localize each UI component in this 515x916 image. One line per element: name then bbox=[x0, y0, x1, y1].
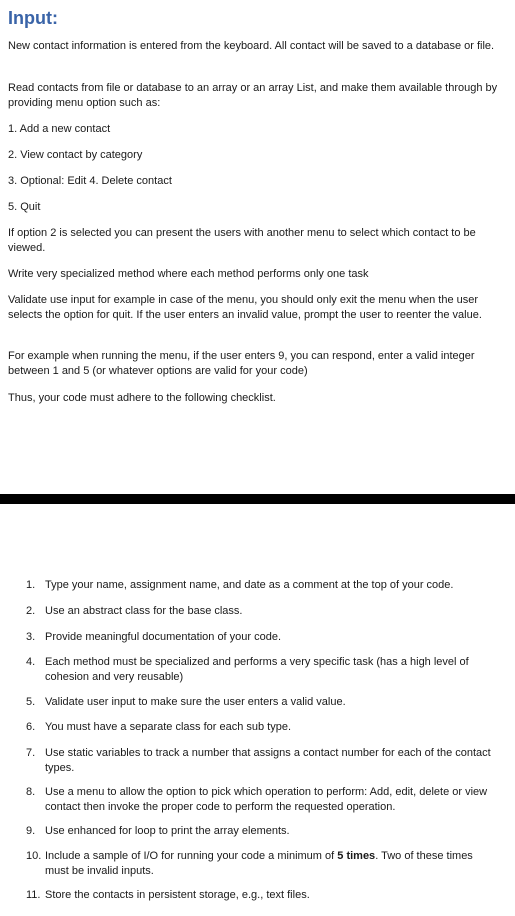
section-divider bbox=[0, 494, 515, 504]
example-paragraph: For example when running the menu, if the user enters 9, you can respond, enter a valid integer between 1 and 5 (or whatever options are valid for your code) bbox=[8, 350, 475, 377]
checklist-item: 2. Use an abstract class for the base class. bbox=[26, 605, 243, 617]
checklist-item: 4. Each method must be specialized and performs a very specific task (has a high level of cohesion and very reusable) bbox=[26, 656, 469, 683]
checklist-bold-text: 5 times bbox=[337, 850, 376, 862]
intro-paragraph: New contact information is entered from the keyboard. All contact will be saved to a database or file. bbox=[8, 40, 495, 52]
menu-option-quit: 5. Quit bbox=[8, 201, 41, 213]
checklist-item: 5. Validate user input to make sure the user enters a valid value. bbox=[26, 696, 346, 708]
validate-paragraph: Validate use input for example in case of the menu, you should only exit the menu when the user selects the option for quit. If the user enters an invalid value, prompt the user to reenter the value. bbox=[8, 294, 482, 321]
checklist-item: 6. You must have a separate class for each sub type. bbox=[26, 721, 292, 733]
option2-paragraph: If option 2 is selected you can present the users with another menu to select which contact to be viewed. bbox=[8, 227, 476, 254]
checklist-item: 10. Include a sample of I/O for running your code a minimum of 5 times. Two of these times must be invalid inputs. bbox=[26, 850, 473, 877]
checklist-intro: Thus, your code must adhere to the following checklist. bbox=[8, 392, 276, 404]
checklist-item: 3. Provide meaningful documentation of your code. bbox=[26, 631, 282, 643]
checklist-item: 8. Use a menu to allow the option to pick which operation to perform: Add, edit, delete or view contact then invoke the proper code to perform the requested operation. bbox=[26, 786, 488, 813]
checklist-text-before: Include a sample of I/O for running your code a minimum of bbox=[45, 850, 338, 862]
checklist-item: 1. Type your name, assignment name, and date as a comment at the top of your code. bbox=[26, 579, 454, 591]
page-heading: Input: bbox=[8, 8, 58, 28]
menu-option-add: 1. Add a new contact bbox=[8, 123, 111, 135]
menu-option-edit-delete: 3. Optional: Edit 4. Delete contact bbox=[8, 175, 172, 187]
menu-option-view: 2. View contact by category bbox=[8, 149, 143, 161]
read-contacts-paragraph: Read contacts from file or database to an array or an array List, and make them available through by providing menu option such as: bbox=[8, 82, 498, 109]
checklist-item: 9. Use enhanced for loop to print the array elements. bbox=[26, 825, 290, 837]
checklist-text-after: . Two of these times must be invalid inputs. bbox=[45, 850, 473, 877]
checklist-item: 7. Use static variables to track a number that assigns a contact number for each of the contact types. bbox=[26, 747, 491, 774]
checklist-item: 11. Store the contacts in persistent storage, e.g., text files. bbox=[26, 889, 310, 901]
specialized-method-paragraph: Write very specialized method where each method performs only one task bbox=[8, 268, 369, 280]
